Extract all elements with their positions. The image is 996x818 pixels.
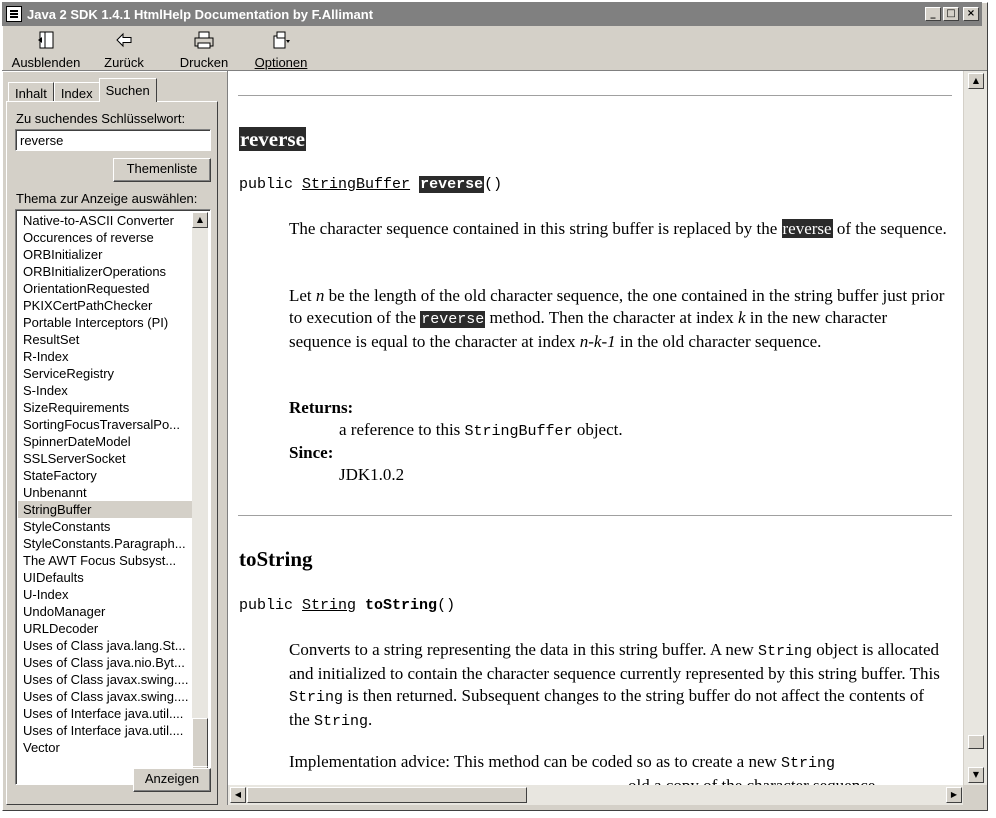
topic-list-item[interactable]: StringBuffer: [18, 501, 192, 518]
topic-list-item[interactable]: Vector: [23, 740, 60, 755]
reverse-signature: public StringBuffer reverse(): [239, 176, 503, 193]
scrollbar-corner: [963, 785, 987, 805]
scroll-right-icon[interactable]: ▶: [946, 787, 962, 803]
topic-list-item[interactable]: SSLServerSocket: [23, 451, 126, 466]
topic-list-item[interactable]: SizeRequirements: [23, 400, 130, 415]
topic-label: Thema zur Anzeige auswählen:: [16, 191, 198, 206]
printer-icon: [193, 30, 215, 50]
close-button[interactable]: ×: [963, 7, 979, 21]
topic-list-item[interactable]: Uses of Interface java.util....: [23, 723, 184, 738]
tostring-signature: public String toString(): [239, 597, 456, 614]
scroll-up-icon[interactable]: ▲: [968, 73, 984, 89]
topic-list-item[interactable]: PKIXCertPathChecker: [23, 298, 153, 313]
topic-list-item[interactable]: Native-to-ASCII Converter: [23, 213, 174, 228]
options-button[interactable]: [250, 28, 312, 70]
topic-list-item[interactable]: Uses of Class javax.swing....: [23, 672, 189, 687]
document-horizontal-scrollbar[interactable]: [228, 785, 964, 805]
topic-items: [18, 212, 192, 756]
document-pane: [227, 70, 987, 805]
topic-list-item[interactable]: StyleConstants: [23, 519, 111, 534]
tab-search[interactable]: Suchen: [99, 78, 157, 102]
topic-list-item[interactable]: Uses of Interface java.util....: [23, 706, 184, 721]
returns-label: Returns:: [289, 398, 354, 417]
reverse-heading: reverse: [240, 127, 305, 151]
since-label: Since:: [289, 443, 334, 462]
navigation-pane: [4, 74, 220, 805]
print-button[interactable]: [176, 28, 232, 70]
search-panel: [6, 101, 218, 805]
minimize-button[interactable]: _: [925, 7, 941, 21]
keyword-label: Zu suchendes Schlüsselwort:: [16, 111, 186, 126]
topic-list-scrollbar[interactable]: [192, 212, 208, 782]
display-button[interactable]: Anzeigen: [133, 768, 211, 792]
topic-list-item[interactable]: StateFactory: [23, 468, 97, 483]
topic-list[interactable]: [15, 209, 211, 785]
topic-list-item[interactable]: SpinnerDateModel: [23, 434, 131, 449]
title-bar[interactable]: [2, 2, 982, 26]
options-icon: [271, 30, 291, 50]
nav-tabs: [8, 78, 157, 102]
topic-list-item[interactable]: U-Index: [23, 587, 69, 602]
string-link[interactable]: String: [302, 597, 357, 614]
topic-list-item[interactable]: Occurences of reverse: [23, 230, 154, 245]
hide-label: Ausblenden: [11, 55, 81, 70]
topic-list-item[interactable]: URLDecoder: [23, 621, 99, 636]
topic-list-item[interactable]: Uses of Class java.nio.Byt...: [23, 655, 185, 670]
toolbar: [2, 28, 982, 70]
topic-list-item[interactable]: ServiceRegistry: [23, 366, 115, 381]
section-divider: [238, 95, 952, 97]
tostring-heading: toString: [239, 547, 313, 571]
topic-list-item[interactable]: R-Index: [23, 349, 69, 364]
scroll-down-icon[interactable]: ▼: [968, 767, 984, 783]
topic-list-item[interactable]: UndoManager: [23, 604, 106, 619]
topic-list-item[interactable]: The AWT Focus Subsyst...: [23, 553, 177, 568]
tostring-description: Converts to a string representing the data in this string buffer. A new String object is allocated and initialized to contain the character sequence currently represented by this string buffer. This String is then returned. Subsequent changes to the string buffer do not affect the contents of the String.: [289, 640, 940, 730]
topic-list-item[interactable]: S-Index: [23, 383, 68, 398]
topic-list-item[interactable]: ResultSet: [23, 332, 80, 347]
back-arrow-icon: [114, 30, 134, 50]
document-vertical-scrollbar[interactable]: [963, 71, 987, 785]
scroll-thumb[interactable]: [968, 735, 984, 749]
stringbuffer-link[interactable]: StringBuffer: [302, 176, 411, 193]
scroll-up-icon[interactable]: ▲: [192, 212, 208, 228]
topic-list-item[interactable]: Unbenannt: [23, 485, 87, 500]
topic-list-item[interactable]: Uses of Class java.lang.St...: [23, 638, 186, 653]
topic-list-item[interactable]: Uses of Class javax.swing....: [23, 689, 189, 704]
returns-value: a reference to this StringBuffer object.: [339, 420, 623, 440]
options-label: Optionen: [254, 55, 308, 70]
reverse-description: The character sequence contained in this string buffer is replaced by the reverse of the sequence.: [289, 219, 947, 238]
scroll-thumb[interactable]: [192, 718, 208, 770]
tostring-advice: Implementation advice: This method can be coded so as to create a new String: [289, 752, 836, 772]
topic-list-item[interactable]: ORBInitializerOperations: [23, 264, 167, 279]
topic-list-item[interactable]: ORBInitializer: [23, 247, 103, 262]
reverse-detail: Let n be the length of the old character sequence, the one contained in the string buffer just prior to execution of the reverse method. Then the character at index k in the new character sequence is equal to the character at index n-k-1 in the old character sequence.: [289, 286, 945, 351]
topic-list-item[interactable]: StyleConstants.Paragraph...: [23, 536, 186, 551]
horizontal-scroll-thumb[interactable]: [247, 787, 527, 803]
print-label: Drucken: [179, 55, 229, 70]
list-topics-button[interactable]: Themenliste: [113, 158, 211, 182]
back-label: Zurück: [104, 55, 144, 70]
maximize-button[interactable]: □: [943, 7, 959, 21]
topic-list-item[interactable]: Portable Interceptors (PI): [23, 315, 169, 330]
since-value: JDK1.0.2: [339, 465, 405, 484]
tab-contents[interactable]: Inhalt: [8, 82, 54, 102]
back-button[interactable]: [99, 28, 149, 70]
tab-index[interactable]: Index: [54, 82, 100, 102]
topic-list-item[interactable]: SortingFocusTraversalPo...: [23, 417, 181, 432]
app-icon[interactable]: [6, 6, 22, 22]
keyword-input[interactable]: [15, 129, 211, 151]
window-title: Java 2 SDK 1.4.1 HtmlHelp Documentation by F.Allimant: [27, 6, 374, 22]
document-view[interactable]: [228, 71, 960, 785]
scroll-left-icon[interactable]: ◀: [230, 787, 246, 803]
hide-button[interactable]: [8, 28, 84, 70]
topic-list-item[interactable]: OrientationRequested: [23, 281, 150, 296]
topic-list-item[interactable]: UIDefaults: [23, 570, 84, 585]
section-divider: [238, 515, 952, 517]
hide-pane-icon: [36, 30, 56, 50]
